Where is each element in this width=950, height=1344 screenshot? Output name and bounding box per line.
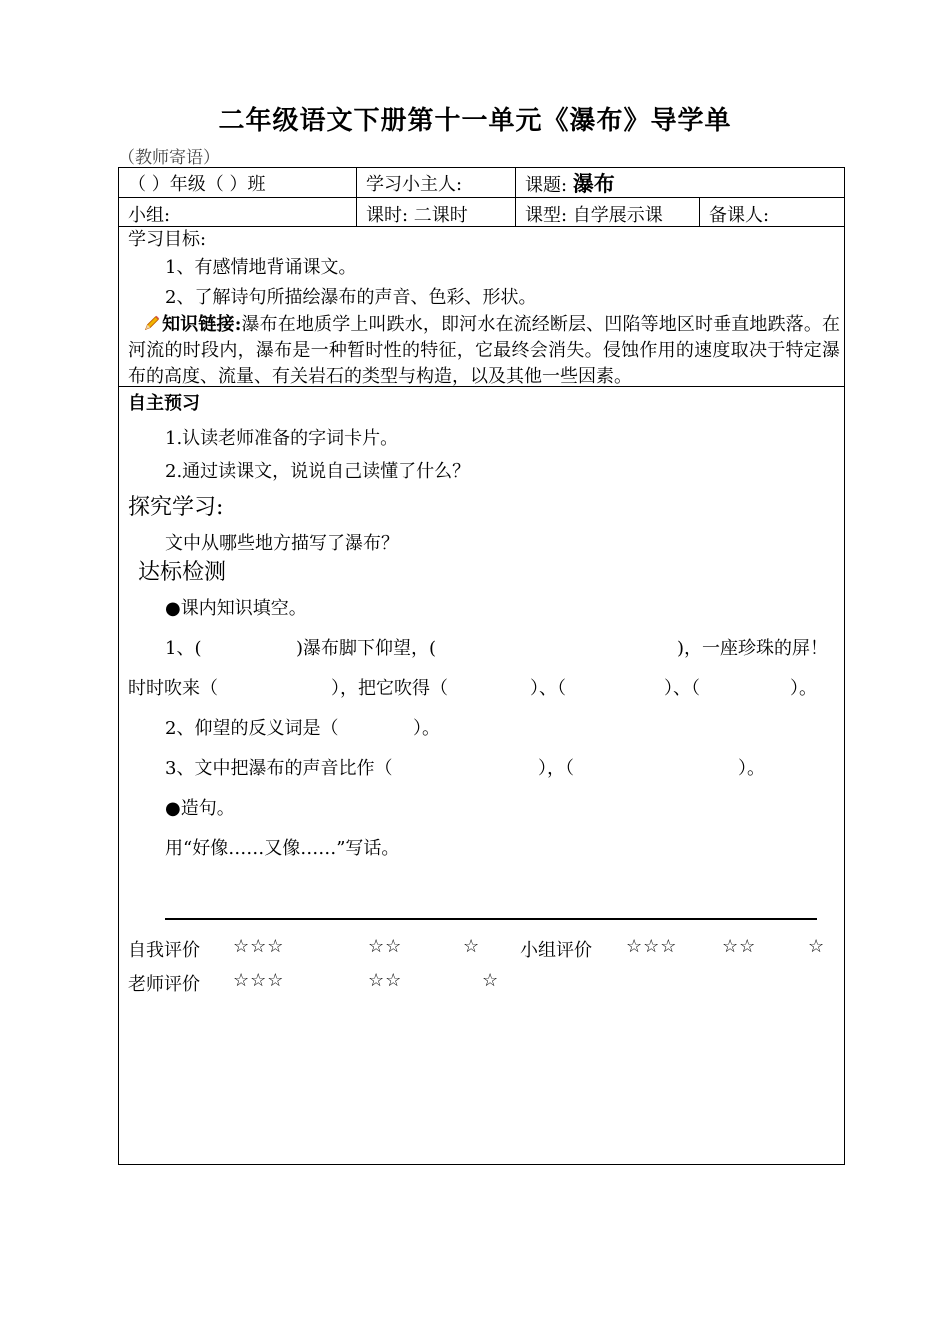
teacher-eval-two-stars[interactable]: ☆☆ bbox=[368, 970, 403, 991]
col-divider bbox=[356, 167, 357, 226]
class-cell: （ ）年级（ ）班 bbox=[128, 174, 266, 195]
row-divider bbox=[118, 197, 844, 198]
pencil-icon bbox=[143, 314, 161, 332]
col-divider bbox=[515, 167, 516, 226]
fill-heading: ●课内知识填空。 bbox=[165, 598, 307, 619]
sentence-heading: ●造句。 bbox=[165, 798, 235, 819]
q1-line2-a: 时时吹来（ bbox=[128, 678, 218, 699]
period-cell: 课时: 二课时 bbox=[366, 205, 468, 226]
q1-line2-e: ）。 bbox=[790, 678, 817, 699]
test-heading: 达标检测 bbox=[138, 560, 227, 585]
objective-item: 1、有感情地背诵课文。 bbox=[165, 257, 357, 278]
q2-part-b: ）。 bbox=[413, 718, 440, 739]
preview-item: 1.认读老师准备的字词卡片。 bbox=[165, 428, 399, 449]
preview-heading: 自主预习 bbox=[128, 393, 200, 414]
q1-part-a: 1、( bbox=[165, 638, 202, 659]
preparer-label: 备课人: bbox=[709, 205, 770, 226]
objective-item: 2、了解诗句所描绘瀑布的声音、色彩、形状。 bbox=[165, 287, 537, 308]
teacher-eval-three-stars[interactable]: ☆☆☆ bbox=[233, 970, 285, 991]
self-eval-three-stars[interactable]: ☆☆☆ bbox=[233, 936, 285, 957]
self-eval-one-star[interactable]: ☆ bbox=[463, 936, 481, 957]
q1-line2-c: ）、（ bbox=[530, 678, 566, 699]
group-eval-label: 小组评价 bbox=[520, 940, 592, 961]
q1-line2-b: ），把它吹得（ bbox=[331, 678, 448, 699]
q1-part-b: )瀑布脚下仰望，( bbox=[296, 638, 437, 659]
self-eval-label: 自我评价 bbox=[128, 940, 200, 961]
topic-value: 瀑布 bbox=[572, 171, 615, 196]
explore-heading: 探究学习: bbox=[128, 495, 224, 520]
preview-item: 2.通过读课文，说说自己读懂了什么？ bbox=[165, 461, 471, 482]
col-divider bbox=[699, 197, 700, 226]
teacher-note: （教师寄语） bbox=[118, 148, 220, 168]
objectives-heading: 学习目标: bbox=[128, 229, 207, 250]
topic-cell bbox=[525, 168, 615, 198]
knowledge-link bbox=[128, 312, 840, 390]
writing-line bbox=[165, 918, 817, 920]
group-eval-three-stars[interactable]: ☆☆☆ bbox=[626, 936, 678, 957]
group-label: 小组: bbox=[128, 205, 171, 226]
teacher-eval-one-star[interactable]: ☆ bbox=[482, 970, 500, 991]
knowledge-link-label: 知识链接: bbox=[162, 314, 242, 335]
explore-question: 文中从哪些地方描写了瀑布？ bbox=[165, 533, 399, 554]
q1-part-c: )，一座珍珠的屏！ bbox=[677, 638, 829, 659]
q3-part-c: ）。 bbox=[738, 758, 765, 779]
knowledge-link-text: 瀑布在地质学上叫跌水，即河水在流经断层、凹陷等地区时垂直地跌落。在河流的时段内，瀑布是一种暂时性的特征，它最终会消失。侵蚀作用的速度取决于特定瀑布的高度、流量、有关岩石的类型与构造，以及其他一些因素。 bbox=[128, 314, 840, 387]
q2-part-a: 2、仰望的反义词是（ bbox=[165, 718, 339, 739]
page-title: 二年级语文下册第十一单元《瀑布》导学单 bbox=[218, 106, 732, 136]
owner-label: 学习小主人: bbox=[366, 174, 463, 195]
group-eval-two-stars[interactable]: ☆☆ bbox=[722, 936, 757, 957]
q1-line2-d: ）、（ bbox=[664, 678, 700, 699]
group-eval-one-star[interactable]: ☆ bbox=[808, 936, 826, 957]
teacher-eval-label: 老师评价 bbox=[128, 974, 200, 995]
q3-part-a: 3、文中把瀑布的声音比作（ bbox=[165, 758, 393, 779]
lesson-type-cell: 课型: 自学展示课 bbox=[525, 205, 663, 226]
q3-part-b: ），（ bbox=[538, 758, 574, 779]
sentence-prompt: 用“好像……又像……”写话。 bbox=[165, 838, 400, 859]
self-eval-two-stars[interactable]: ☆☆ bbox=[368, 936, 403, 957]
topic-label: 课题: bbox=[525, 175, 568, 196]
